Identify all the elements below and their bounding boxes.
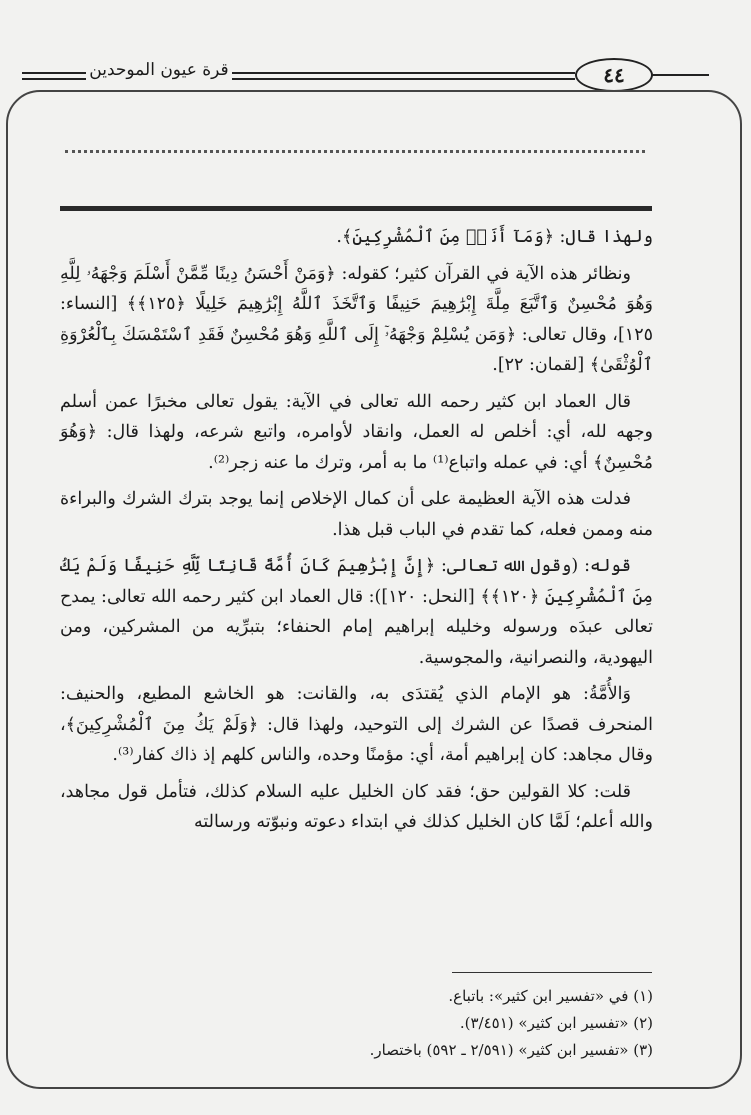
- running-title: قرة عيون الموحدين: [86, 60, 232, 80]
- footnotes: [60, 983, 653, 1064]
- header-rule-middle: [232, 72, 575, 74]
- main-text: [60, 222, 653, 844]
- header-rule-middle: [232, 78, 575, 80]
- paragraph: قال العماد ابن كثير رحمه الله تعالى في الآية: يقول تعالى مخبرًا عمن أسلم وجهه لله، أي: أخلص له العمل، وانقاد لأوامره، واتبع شرعه، ولهذا قال: ﴿وَهُوَ مُحْسِنٌ﴾ أي: في عمله واتباع⁽¹⁾ ما به أمر، وترك ما عنه زجر⁽²⁾.: [60, 391, 653, 473]
- footnote: (١) في «تفسير ابن كثير»: باتباع.: [448, 987, 653, 1005]
- paragraph: وَالأُمَّةُ: هو الإمام الذي يُقتدَى به، والقانت: هو الخاشع المطيع، والحنيف: المنحرف قصدًا عن الشرك إلى التوحيد، ولهذا قال: ﴿وَلَمْ يَكُ مِنَ ٱلْمُشْرِكِينَ﴾، وقال مجاهد: كان إبراهيم أمة، أي: مؤمنًا وحده، والناس كلهم إذ ذاك كفار⁽³⁾.: [60, 684, 653, 765]
- footnote: (٢) «تفسير ابن كثير» (٣/٤٥١).: [459, 1014, 653, 1032]
- header-rule-left: [22, 72, 86, 74]
- paragraph: ولهذا قال: ﴿وَمَآ أَنَا۠ مِنَ ٱلْمُشْرِكِينَ﴾.: [336, 227, 653, 247]
- page-number: ٤٤: [575, 58, 653, 92]
- footnote: (٣) «تفسير ابن كثير» (٢/٥٩١ ـ ٥٩٢) باختصار.: [369, 1041, 653, 1059]
- header-rule-right: [649, 74, 709, 76]
- paragraph: ونظائر هذه الآية في القرآن كثير؛ كقوله: ﴿وَمَنْ أَحْسَنُ دِينًا مِّمَّنْ أَسْلَمَ وَجْهَهُۥ لِلَّهِ وَهُوَ مُحْسِنٌ وَٱتَّبَعَ مِلَّةَ إِبْرَٰهِيمَ حَنِيفًا وَٱتَّخَذَ ٱللَّهُ إِبْرَٰهِيمَ خَلِيلًا ﴿١٢٥﴾﴾ [النساء: ١٢٥]، وقال تعالى: ﴿وَمَن يُسْلِمْ وَجْهَهُۥٓ إِلَى ٱللَّهِ وَهُوَ مُحْسِنٌ فَقَدِ ٱسْتَمْسَكَ بِٱلْعُرْوَةِ ٱلْوُثْقَىٰ﴾ [لقمان: ٢٢].: [60, 263, 653, 375]
- footnote-rule: [452, 972, 652, 973]
- paragraph: فدلت هذه الآية العظيمة على أن كمال الإخلاص إنما يوجد بترك الشرك والبراءة منه وممن فعله، كما تقدم في الباب قبل هذا.: [60, 489, 653, 540]
- header-rule-left: [22, 78, 86, 80]
- paragraph: قلت: كلا القولين حق؛ فقد كان الخليل عليه السلام كذلك، فتأمل قول مجاهد، والله أعلم؛ لَمَّا كان الخليل كذلك في ابتداء دعوته ونبوّته ورسالته: [60, 781, 653, 832]
- section-rule: [60, 206, 652, 211]
- dotted-separator: [65, 150, 645, 153]
- paragraph: قوله: (وقول الله تعالى: ﴿إِنَّ إِبْرَٰهِيمَ كَانَ أُمَّةً قَانِتًا لِّلَّهِ حَنِيفًا وَلَمْ يَكُ مِنَ ٱلْمُشْرِكِينَ ﴿١٢٠﴾﴾ [النحل: ١٢٠]): قال العماد ابن كثير رحمه الله تعالى: يمدح تعالى عبدَه ورسوله وخليله إبراهيم إمام الحنفاء؛ بتبرِّيه من المشركين، ومن اليهودية، والنصرانية، والمجوسية.: [60, 556, 654, 668]
